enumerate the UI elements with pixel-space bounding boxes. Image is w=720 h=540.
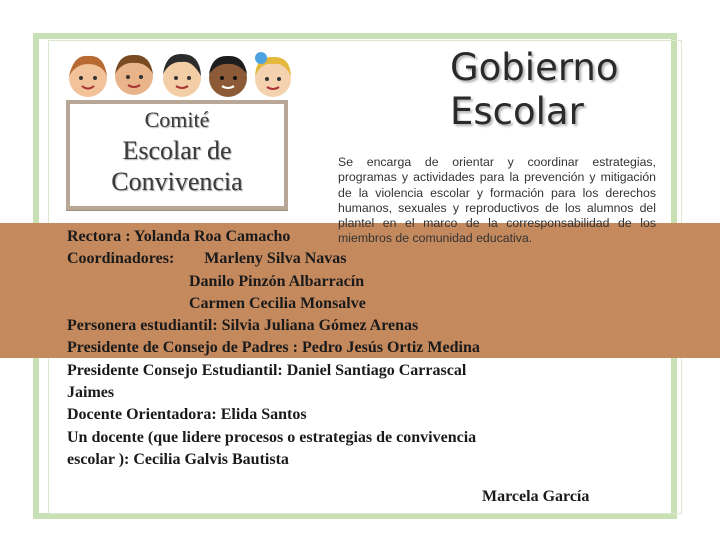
coordinators-line [67,248,667,270]
rector-line: Rectora : Yolanda Roa Camacho [67,228,291,245]
committee-title-line-1: Comité [144,107,210,132]
personera-line: Personera estudiantil: Silvia Juliana Gómez Arenas [67,317,419,335]
members-list [67,226,667,471]
teacher-line-1: Un docente (que lidere procesos o estrategias de convivencia [67,428,477,446]
government-title [450,46,670,134]
coordinator-3: Carmen Cecilia Monsalve [189,294,366,312]
parents-president-line: Presidente de Consejo de Padres : Pedro Jesús Ortiz Medina [67,339,480,357]
child-4-icon [209,56,247,97]
student-council-line-2: Jaimes [67,384,115,402]
coordinator-1: Marleny Silva Navas [204,250,347,268]
coordinator-2: Danilo Pinzón Albarracín [189,272,365,290]
committee-title-line-2: Escolar de [122,136,232,165]
teacher-line-2: escolar ): Cecilia Galvis Bautista [67,450,289,468]
counselor-line: Docente Orientadora: Elida Santos [67,406,307,424]
government-title-line-2: Escolar [450,90,584,133]
government-title-line-1: Gobierno [450,46,619,89]
child-1-icon [69,56,107,97]
committee-title-line-3: Convivencia [111,167,243,196]
description-text: Se encarga de orientar y coordinar estrategias, programas y actividades para la prevención y mitigación de la violencia escolar y formación para los derechos humanos, sexuales y reproductivos de los alumnos del plantel en el marco de la corresponsabilidad de los miembros de comunidad educativa. [338,155,656,246]
signature-name: Marcela García [482,488,590,505]
child-3-icon [163,54,201,97]
student-council-line-1: Presidente Consejo Estudiantil: Daniel Santiago Carrascal [67,361,467,379]
coordinators-label: Coordinadores: [67,250,175,268]
child-2-icon [115,55,153,95]
child-5-icon [255,52,291,97]
committee-title [66,104,288,197]
children-illustration [66,46,294,106]
